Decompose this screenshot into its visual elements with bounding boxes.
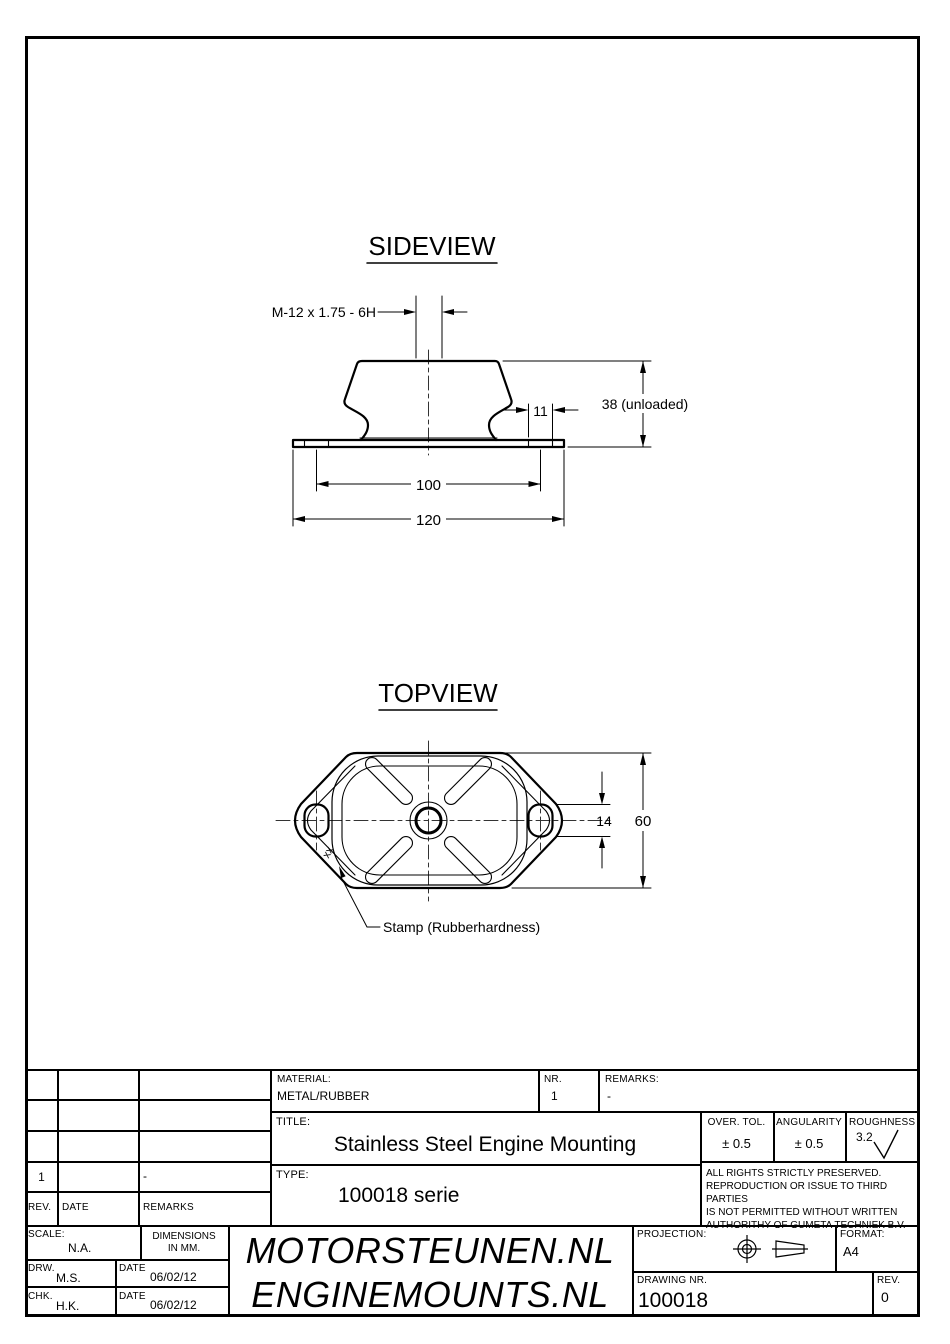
revision-row-remarks: - <box>143 1169 147 1183</box>
nr-value: 1 <box>551 1089 558 1103</box>
arrowhead <box>552 516 564 522</box>
type-label: TYPE: <box>276 1169 309 1181</box>
dimensions-note-line2: IN MM. <box>167 1243 201 1254</box>
arrowhead <box>516 407 529 413</box>
roughness-label: ROUGHNESS <box>849 1117 916 1128</box>
remarks-label: REMARKS: <box>605 1074 659 1085</box>
remarks-value: - <box>607 1089 611 1103</box>
rev-value: 0 <box>881 1289 889 1305</box>
titleblock-line <box>538 1069 540 1113</box>
legal-line: AUTHORITHY OF GUMETA TECHNIEK B.V. <box>706 1220 906 1231</box>
topview-centerlines <box>276 741 610 901</box>
title-value: Stainless Steel Engine Mounting <box>333 1133 637 1156</box>
titleblock-line <box>632 1225 634 1317</box>
arrowhead <box>404 309 416 315</box>
titleblock-line <box>25 1130 270 1132</box>
arrowhead <box>640 876 646 888</box>
hole-spacing-dim-label: 100 <box>415 477 442 494</box>
brand-line1: MOTORSTEUNEN.NL <box>245 1230 615 1271</box>
titleblock-line <box>115 1259 117 1317</box>
type-value: 100018 serie <box>338 1184 460 1207</box>
drawing-nr-label: DRAWING NR. <box>637 1275 708 1286</box>
topview-title: TOPVIEW <box>378 678 498 708</box>
thread-label: M-12 x 1.75 - 6H <box>271 304 376 320</box>
chk-date-label: DATE <box>119 1291 146 1302</box>
titleblock-line <box>25 1161 270 1163</box>
titleblock-line <box>25 1259 228 1261</box>
titleblock-line <box>598 1069 600 1113</box>
chk-value: H.K. <box>56 1299 80 1313</box>
titleblock-line <box>57 1069 59 1227</box>
titleblock-line <box>25 1069 920 1071</box>
thread-dimension <box>378 296 467 358</box>
dimensions-note <box>140 1231 228 1255</box>
hole-width-dim-label: 11 <box>533 403 548 419</box>
sideview-title: SIDEVIEW <box>368 231 496 261</box>
arrowhead <box>640 361 646 373</box>
revision-header-remarks: REMARKS <box>143 1202 194 1213</box>
roughness-symbol-icon <box>868 1126 908 1162</box>
arrowhead <box>317 481 329 487</box>
rev-label: REV. <box>877 1275 901 1286</box>
chk-label: CHK. <box>28 1291 53 1302</box>
format-value: A4 <box>843 1244 859 1259</box>
titleblock-line <box>270 1164 700 1166</box>
titleblock-line <box>835 1225 837 1273</box>
base-plate <box>293 440 564 447</box>
plate-width-dim-label: 120 <box>415 512 442 529</box>
titleblock-line <box>632 1271 920 1273</box>
titleblock-line <box>270 1111 920 1113</box>
topview <box>276 678 657 935</box>
titleblock-line <box>700 1111 702 1227</box>
scale-value: N.A. <box>68 1241 92 1255</box>
revision-header-date: DATE <box>62 1202 89 1213</box>
stamp-label: Stamp (Rubberhardness) <box>383 919 541 935</box>
nr-label: NR. <box>544 1074 562 1085</box>
slot-length-dim-label: 14 <box>596 813 612 829</box>
dimensions-note-line1: DIMENSIONS <box>152 1231 216 1242</box>
over-tol-value: ± 0.5 <box>722 1136 751 1151</box>
arrowhead <box>529 481 541 487</box>
scale-label: SCALE: <box>28 1229 65 1240</box>
titleblock-line <box>872 1271 874 1317</box>
titleblock-line <box>270 1069 272 1227</box>
arrowhead <box>640 753 646 765</box>
arrowhead <box>640 435 646 447</box>
titleblock-line <box>25 1191 270 1193</box>
height-dim-label: 38 (unloaded) <box>601 396 689 412</box>
width-dim-label: 60 <box>634 813 652 830</box>
first-angle-projection-icon <box>710 1234 820 1266</box>
format-label: FORMAT: <box>840 1229 885 1240</box>
revision-header-rev: REV. <box>28 1202 52 1213</box>
drw-date-value: 06/02/12 <box>150 1270 197 1284</box>
arrowhead <box>599 837 605 849</box>
legal-line: IS NOT PERMITTED WITHOUT WRITTEN <box>706 1207 898 1218</box>
legal-notice <box>706 1167 918 1232</box>
drw-label: DRW. <box>28 1263 55 1274</box>
titleblock-line <box>25 1099 270 1101</box>
titleblock-line <box>138 1069 140 1227</box>
chk-date-value: 06/02/12 <box>150 1298 197 1312</box>
titleblock-line <box>845 1111 847 1163</box>
sideview <box>272 231 691 529</box>
arrowhead <box>553 407 566 413</box>
legal-line: ALL RIGHTS STRICTLY PRESERVED. <box>706 1168 882 1179</box>
material-label: MATERIAL: <box>277 1074 331 1085</box>
over-tol-label: OVER. TOL. <box>707 1117 766 1128</box>
stamp-mark: xx <box>320 844 337 861</box>
arrowhead <box>599 793 605 805</box>
titleblock-line <box>25 1286 228 1288</box>
angularity-label: ANGULARITY <box>776 1117 842 1128</box>
projection-label: PROJECTION: <box>637 1229 707 1240</box>
revision-row-rev: 1 <box>38 1170 45 1184</box>
drw-value: M.S. <box>56 1271 81 1285</box>
arrowhead <box>442 309 454 315</box>
brand-line2: ENGINEMOUNTS.NL <box>251 1274 609 1315</box>
drawing-nr-value: 100018 <box>638 1289 709 1312</box>
angularity-value: ± 0.5 <box>794 1136 824 1151</box>
drw-date-label: DATE <box>119 1263 146 1274</box>
legal-line: REPRODUCTION OR ISSUE TO THIRD PARTIES <box>706 1181 888 1205</box>
title-label: TITLE: <box>276 1116 311 1128</box>
arrowhead <box>293 516 305 522</box>
roughness-value: 3.2 <box>856 1130 873 1144</box>
material-value: METAL/RUBBER <box>277 1089 370 1103</box>
